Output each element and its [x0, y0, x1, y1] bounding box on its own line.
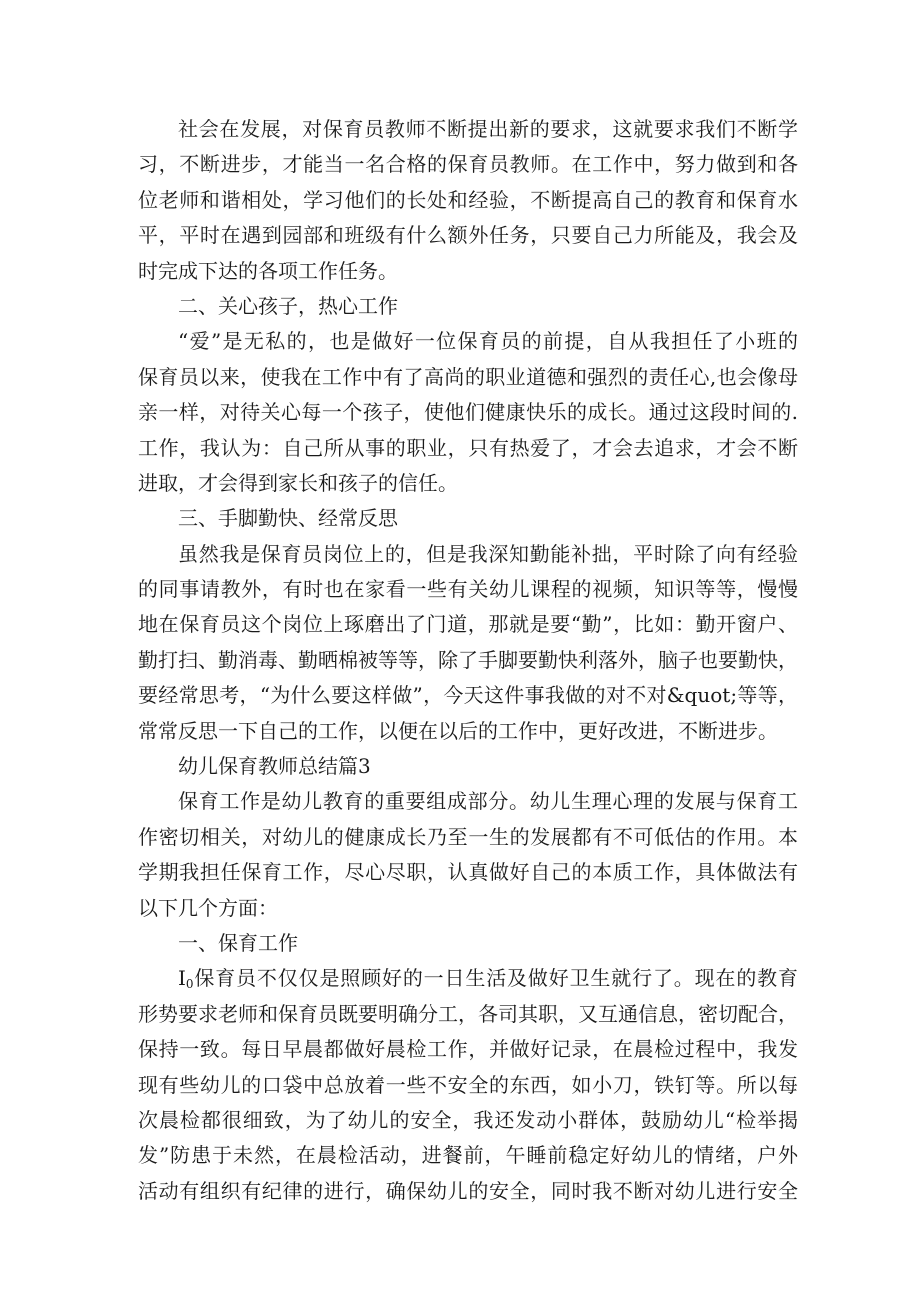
text-line: 勤打扫、勤消毒、勤晒棉被等等，除了手脚要勤快利落外，脑子也要勤快，	[138, 647, 798, 672]
text-line: 亲一样，对待关心每一个孩子，使他们健康快乐的成长。通过这段时间的.	[138, 400, 798, 425]
text-line: 保育员以来，使我在工作中有了高尚的职业道德和强烈的责任心,也会像母	[138, 364, 798, 389]
paragraph	[138, 324, 798, 501]
text-line: 虽然我是保育员岗位上的，但是我深知勤能补拙，平时除了向有经验	[178, 541, 798, 566]
text-line: 发”防患于未然，在晨检活动，进餐前，午睡前稳定好幼儿的情绪，户外	[138, 1143, 798, 1168]
text-line	[138, 961, 798, 996]
text-line: 学期我担任保育工作，尽心尽职，认真做好自己的本质工作，具体做法有	[138, 860, 798, 885]
paragraph	[138, 537, 798, 749]
paragraph	[138, 961, 798, 1209]
paragraph	[138, 112, 798, 289]
text-line: 的同事请教外，有时也在家看一些有关幼儿课程的视频，知识等等，慢慢	[138, 577, 798, 602]
first-char: I	[178, 966, 186, 991]
section-heading: 二、关心孩子，热心工作	[178, 293, 398, 318]
text-line: 位老师和谐相处，学习他们的长处和经验，不断提高自己的教育和保育水	[138, 187, 798, 212]
text-line: 进取，才会得到家长和孩子的信任。	[138, 470, 458, 495]
text-line: 形势要求老师和保育员既要明确分工，各司其职，又互通信息，密切配合，	[138, 1001, 798, 1026]
text-line: 保持一致。每日早晨都做好晨检工作，并做好记录，在晨检过程中，我发	[138, 1037, 798, 1062]
document-body	[138, 112, 798, 1209]
text-line: 平，平时在遇到园部和班级有什么额外任务，只要自己力所能及，我会及	[138, 223, 798, 248]
text-line: 次晨检都很细致，为了幼儿的安全，我还发动小群体，鼓励幼儿“检举揭	[138, 1107, 798, 1132]
subscript-char: 0	[185, 977, 194, 992]
text-line: “爱”是无私的，也是做好一位保育员的前提，自从我担任了小班的	[178, 329, 798, 354]
text-line-rest: 保育员不仅仅是照顾好的一日生活及做好卫生就行了。现在的教育	[193, 966, 798, 991]
text-line: 常常反思一下自己的工作，以便在以后的工作中，更好改进，不断进步。	[138, 718, 778, 743]
text-line: 习，不断进步，才能当一名合格的保育员教师。在工作中，努力做到和各	[138, 152, 798, 177]
text-line: 社会在发展，对保育员教师不断提出新的要求，这就要求我们不断学	[178, 117, 798, 141]
text-line: 时完成下达的各项工作任务。	[138, 258, 398, 283]
text-line: 现有些幼儿的口袋中总放着一些不安全的东西，如小刀，铁钉等。所以每	[138, 1072, 798, 1097]
section-heading: 幼儿保育教师总结篇3	[178, 754, 371, 779]
text-line: 作密切相关，对幼儿的健康成长乃至一生的发展都有不可低估的作用。本	[138, 824, 798, 849]
text-line: 工作，我认为：自己所从事的职业，只有热爱了，才会去追求，才会不断	[138, 435, 798, 460]
section-heading: 一、保育工作	[178, 930, 298, 955]
paragraph	[138, 784, 798, 926]
text-line: 活动有组织有纪律的进行，确保幼儿的安全，同时我不断对幼儿进行安全	[138, 1178, 798, 1203]
text-line: 以下几个方面：	[138, 895, 278, 920]
text-line: 保育工作是幼儿教育的重要组成部分。幼儿生理心理的发展与保育工	[178, 789, 798, 814]
text-line: 地在保育员这个岗位上琢磨出了门道，那就是要“勤”，比如：勤开窗户、	[138, 612, 798, 637]
text-line: 要经常思考，“为什么要这样做”，今天这件事我做的对不对&quot;等等，	[138, 683, 798, 708]
section-heading: 三、手脚勤快、经常反思	[178, 506, 398, 531]
